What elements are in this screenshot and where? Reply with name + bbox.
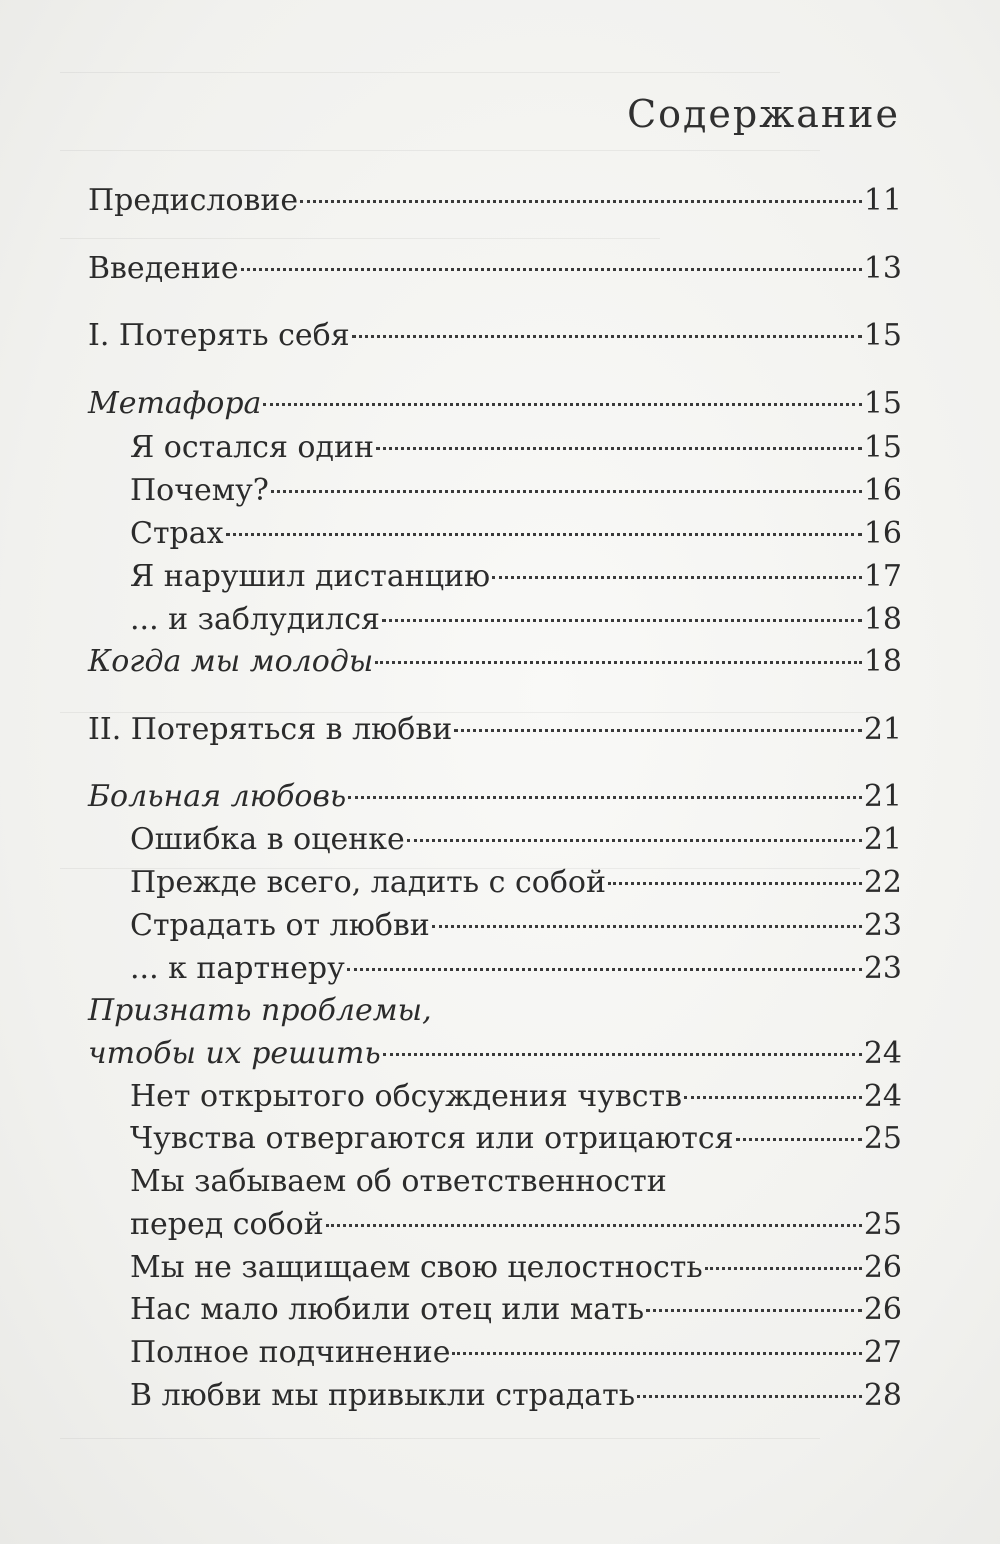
toc-entry-subsection [130,1333,902,1373]
toc-entry-label: Страх [130,516,224,551]
toc-entry-subsection [130,557,902,597]
toc-entry-label: Я остался один [130,430,374,465]
toc-entry-label: Страдать от любви [130,908,430,943]
toc-page-number: 15 [863,386,902,421]
toc-page-number: 22 [863,865,902,900]
toc-entry-label: Я нарушил дистанцию [130,559,491,594]
toc-entry-label: Чувства отвергаются или отрицаются [130,1121,734,1156]
toc-entry-part-2 [88,710,902,750]
toc-entry-label: II. Потеряться в любви [88,712,453,747]
toc-page-number: 25 [863,1207,902,1242]
toc-entry-label: чтобы их решить [88,1036,381,1071]
toc-page-number: 23 [863,908,902,943]
toc-entry-introduction [88,249,902,289]
toc-entry-section [88,777,902,817]
show-through-line [60,72,780,73]
toc-entry-part-1 [88,316,902,356]
toc-page-number: 16 [863,473,902,508]
toc-entry-label: Нас мало любили отец или мать [130,1292,645,1327]
dot-leader [452,1352,861,1355]
dot-leader [375,661,862,664]
dot-leader [382,619,862,622]
dot-leader [226,533,862,536]
toc-entry-subsection [130,1119,902,1159]
dot-leader [608,882,862,885]
dot-leader [347,968,862,971]
toc-entry-label: I. Потерять себя [88,318,350,353]
dot-leader [407,839,862,842]
dot-leader [271,490,862,493]
dot-leader [376,447,862,450]
toc-entry-label-line1: Признать проблемы, [88,993,432,1028]
toc-entry-subsection [130,1077,902,1117]
toc-entry-label-line1: Мы забываем об ответственности [130,1164,667,1199]
toc-entry-label: Нет открытого обсуждения чувств [130,1079,683,1114]
toc-page-number: 24 [863,1036,902,1071]
toc-entry-label: Введение [88,251,239,286]
dot-leader [637,1395,862,1398]
toc-page-number: 21 [863,779,902,814]
show-through-line [60,150,820,151]
dot-leader [684,1096,862,1099]
dot-leader [348,796,862,799]
dot-leader [300,200,862,203]
dot-leader [736,1138,862,1141]
toc-entry-label: Метафора [88,386,262,421]
toc-entry-label: Прежде всего, ладить с собой [130,865,606,900]
toc-entry-subsection [130,1205,902,1245]
toc-page-number: 13 [863,251,902,286]
toc-page-number: 11 [863,183,902,218]
toc-page-number: 18 [863,644,902,679]
toc-entry-label: ... к партнеру [130,951,345,986]
toc-entry-label: Мы не защищаем свою целостность [130,1250,703,1285]
dot-leader [432,925,862,928]
toc-page-number: 21 [863,712,902,747]
toc-page-number: 21 [863,822,902,857]
toc-page-number: 15 [863,318,902,353]
toc-entry-subsection [130,600,902,640]
dot-leader [352,335,862,338]
toc-page-number: 16 [863,516,902,551]
toc-page-number: 25 [863,1121,902,1156]
toc-page-number: 24 [863,1079,902,1114]
toc-entry-subsection [130,820,902,860]
toc-entry-subsection [130,428,902,468]
dot-leader [326,1224,862,1227]
toc-entry-subsection [130,949,902,989]
toc-page-number: 26 [863,1292,902,1327]
page-title: Содержание [627,92,900,136]
toc-entry-section [88,642,902,682]
dot-leader [646,1309,862,1312]
dot-leader [705,1267,862,1270]
toc-page-number: 18 [863,602,902,637]
toc-entry-label: Ошибка в оценке [130,822,405,857]
toc-entry-label: перед собой [130,1207,324,1242]
toc-entry-label: Когда мы молоды [88,644,374,679]
toc-entry-section [88,1034,902,1074]
toc-entry-subsection [130,471,902,511]
toc-page-number: 15 [863,430,902,465]
toc-entry-subsection [130,863,902,903]
toc-entry-subsection [130,1290,902,1330]
toc-page-number: 17 [863,559,902,594]
toc-entry-label: Полное подчинение [130,1335,451,1370]
dot-leader [263,403,861,406]
toc-entry-section [88,384,902,424]
toc-page-number: 28 [863,1378,902,1413]
show-through-line [60,1438,820,1439]
toc-page-number: 27 [863,1335,902,1370]
toc-entry-label: ... и заблудился [130,602,380,637]
dot-leader [454,729,862,732]
toc-entry-subsection [130,514,902,554]
toc-entry-subsection [130,1376,902,1416]
show-through-line [60,238,660,239]
toc-entry-preface [88,181,902,221]
toc-page-number: 26 [863,1250,902,1285]
toc-entry-label: В любви мы привыкли страдать [130,1378,636,1413]
toc-entry-subsection [130,906,902,946]
toc-entry-label: Предисловие [88,183,299,218]
toc-page-number: 23 [863,951,902,986]
toc-entry-label: Больная любовь [88,779,347,814]
toc-entry-subsection [130,1248,902,1288]
dot-leader [492,576,862,579]
dot-leader [383,1053,862,1056]
toc-entry-label: Почему? [130,473,269,508]
dot-leader [241,268,862,271]
